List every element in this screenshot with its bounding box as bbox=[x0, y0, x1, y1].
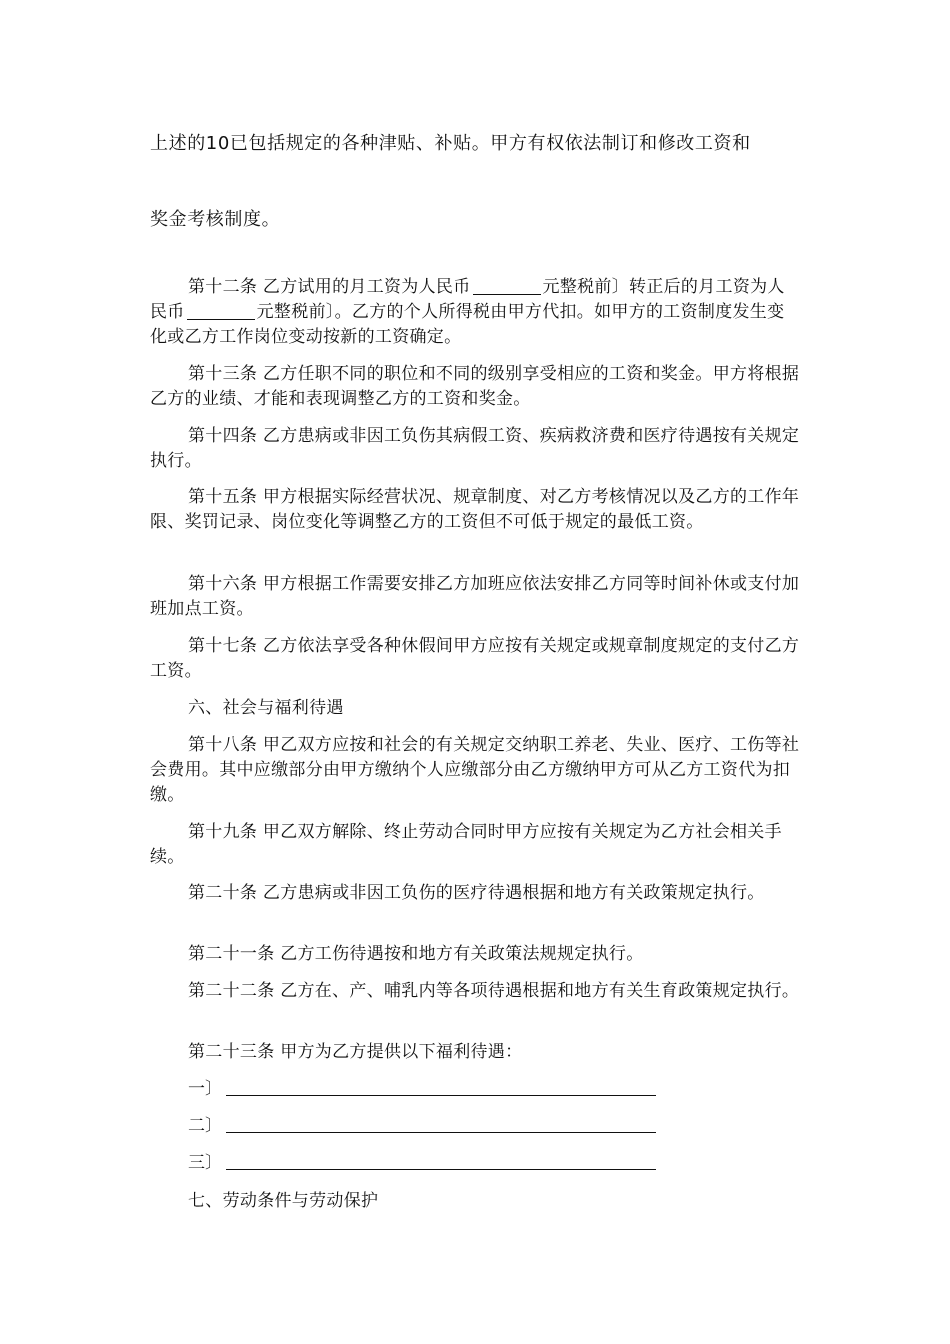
benefit-item-1 bbox=[188, 1077, 668, 1102]
article-21: 第二十一条 乙方工伤待遇按和地方有关政策法规规定执行。 bbox=[188, 944, 644, 964]
benefit-item-label: 二〕 bbox=[188, 1116, 222, 1136]
trial-salary-blank[interactable] bbox=[473, 276, 541, 295]
article-14: 第十四条 乙方患病或非因工负伤其病假工资、疾病救济费和医疗待遇按有关规定执行。 bbox=[150, 426, 800, 471]
article-16: 第十六条 甲方根据工作需要安排乙方加班应依法安排乙方同等时间补休或支付加班加点工资。 bbox=[150, 574, 800, 619]
article-19: 第十九条 甲乙双方解除、终止劳动合同时甲方应按有关规定为乙方社会相关手续。 bbox=[150, 822, 782, 867]
article-13: 第十三条 乙方任职不同的职位和不同的级别享受相应的工资和奖金。甲方将根据乙方的业绩、才能和表现调整乙方的工资和奖金。 bbox=[150, 364, 800, 409]
article-22: 第二十二条 乙方在、产、哺乳内等各项待遇根据和地方有关生育政策规定执行。 bbox=[188, 981, 800, 1001]
article-15: 第十五条 甲方根据实际经营状况、规章制度、对乙方考核情况以及乙方的工作年限、奖罚记录、岗位变化等调整乙方的工资但不可低于规定的最低工资。 bbox=[150, 487, 800, 532]
article-12 bbox=[150, 275, 800, 350]
article-17: 第十七条 乙方依法享受各种休假间甲方应按有关规定或规章制度规定的支付乙方工资。 bbox=[150, 636, 800, 681]
regular-salary-blank[interactable] bbox=[187, 301, 255, 320]
benefit-fill-line[interactable] bbox=[226, 1132, 656, 1133]
article-20: 第二十条 乙方患病或非因工负伤的医疗待遇根据和地方有关政策规定执行。 bbox=[188, 883, 765, 903]
benefit-fill-line[interactable] bbox=[226, 1169, 656, 1170]
benefit-item-2 bbox=[188, 1114, 668, 1139]
benefit-item-3 bbox=[188, 1151, 668, 1176]
article-23: 第二十三条 甲方为乙方提供以下福利待遇： bbox=[188, 1042, 523, 1062]
article-18: 第十八条 甲乙双方应按和社会的有关规定交纳职工养老、失业、医疗、工伤等社会费用。其中应缴部分由甲方缴纳个人应缴部分由乙方缴纳甲方可从乙方工资代为扣缴。 bbox=[150, 735, 800, 805]
intro-line-1: 上述的10已包括规定的各种津贴、补贴。甲方有权依法制订和修改工资和 bbox=[150, 133, 751, 154]
benefit-item-label: 一〕 bbox=[188, 1079, 222, 1099]
article-12-part-1: 第十二条 乙方试用的月工资为人民币 bbox=[188, 277, 471, 297]
benefit-item-label: 三〕 bbox=[188, 1153, 222, 1173]
intro-line-2: 奖金考核制度。 bbox=[150, 209, 281, 230]
article-12-part-2: 元整税前〕转正后的月工资为人民币 bbox=[150, 277, 785, 322]
section-6-heading: 六、社会与福利待遇 bbox=[188, 698, 344, 718]
section-7-heading: 七、劳动条件与劳动保护 bbox=[188, 1191, 379, 1211]
article-12-part-3: 元整税前〕。乙方的个人所得税由甲方代扣。如甲方的工资制度发生变化或乙方工作岗位变动按新的工资确定。 bbox=[150, 302, 785, 347]
benefit-fill-line[interactable] bbox=[226, 1095, 656, 1096]
